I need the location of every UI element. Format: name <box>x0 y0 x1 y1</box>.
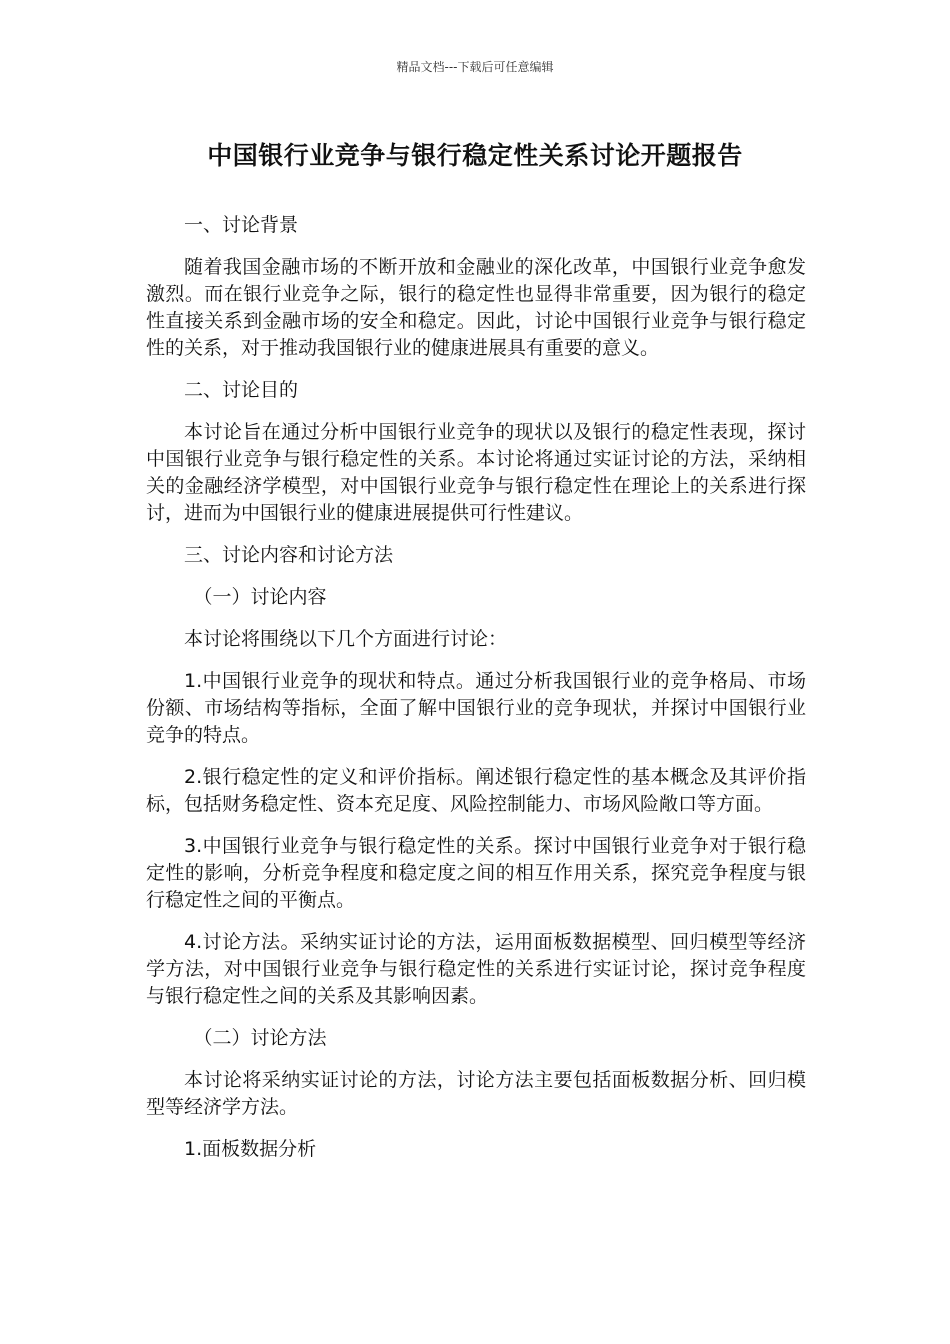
subsection-heading-content: （一）讨论内容 <box>193 586 327 608</box>
list-item: 1.面板数据分析 <box>184 1138 317 1160</box>
section-heading-background: 一、讨论背景 <box>184 214 299 236</box>
paragraph-background: 随着我国金融市场的不断开放和金融业的深化改革，中国银行业竞争愈发激烈。而在银行业竞争之际，银行的稳定性也显得非常重要，因为银行的稳定性直接关系到金融市场的安全和稳定。因此，讨论中国银行业竞争与银行稳定性的关系，对于推动我国银行业的健康进展具有重要的意义。 <box>146 256 806 359</box>
subsection-heading-method: （二）讨论方法 <box>193 1027 327 1049</box>
document-title: 中国银行业竞争与银行稳定性关系讨论开题报告 <box>207 141 743 170</box>
list-item: 2.银行稳定性的定义和评价指标。阐述银行稳定性的基本概念及其评价指标，包括财务稳定性、资本充足度、风险控制能力、市场风险敞口等方面。 <box>146 766 806 815</box>
section-heading-content-method: 三、讨论内容和讨论方法 <box>184 544 394 566</box>
list-item: 4.讨论方法。采纳实证讨论的方法，运用面板数据模型、回归模型等经济学方法，对中国银行业竞争与银行稳定性的关系进行实证讨论，探讨竞争程度与银行稳定性之间的关系及其影响因素。 <box>146 931 806 1007</box>
paragraph-content-intro: 本讨论将围绕以下几个方面进行讨论： <box>184 628 508 650</box>
list-item: 1.中国银行业竞争的现状和特点。通过分析我国银行业的竞争格局、市场份额、市场结构等指标，全面了解中国银行业的竞争现状，并探讨中国银行业竞争的特点。 <box>146 670 806 746</box>
paragraph-purpose: 本讨论旨在通过分析中国银行业竞争的现状以及银行的稳定性表现，探讨中国银行业竞争与银行稳定性的关系。本讨论将通过实证讨论的方法，采纳相关的金融经济学模型，对中国银行业竞争与银行稳定性在理论上的关系进行探讨，进而为中国银行业的健康进展提供可行性建议。 <box>146 421 806 524</box>
section-heading-purpose: 二、讨论目的 <box>184 379 299 401</box>
document-body <box>146 212 806 1178</box>
page-header: 精品文档---下载后可任意编辑 <box>396 60 554 74</box>
list-item: 3.中国银行业竞争与银行稳定性的关系。探讨中国银行业竞争对于银行稳定性的影响，分析竞争程度和稳定度之间的相互作用关系，探究竞争程度与银行稳定性之间的平衡点。 <box>146 835 806 911</box>
paragraph-method: 本讨论将采纳实证讨论的方法，讨论方法主要包括面板数据分析、回归模型等经济学方法。 <box>146 1069 806 1118</box>
